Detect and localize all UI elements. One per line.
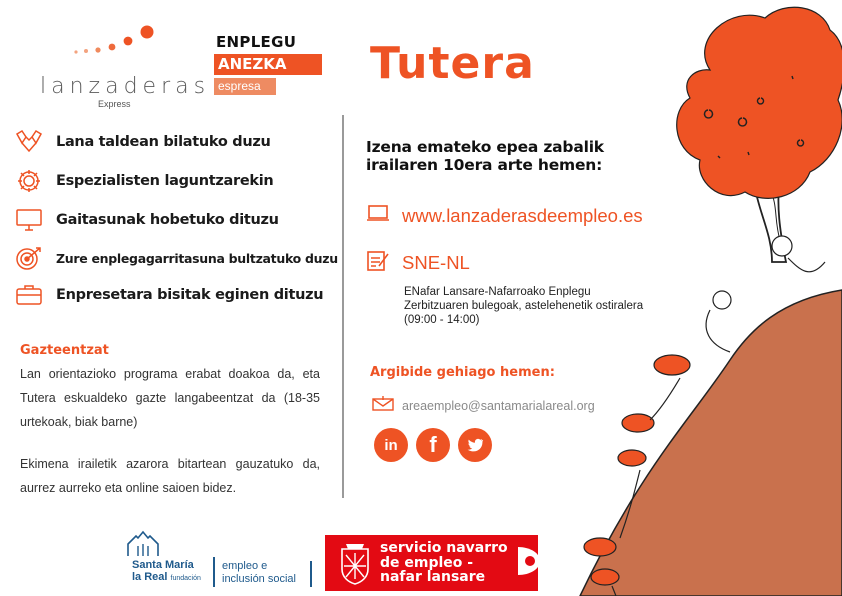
info-heading: Gazteentzat: [20, 343, 109, 358]
office-name: SNE-NL: [402, 251, 470, 273]
sne-arrow-icon: [518, 547, 542, 575]
feature-label: Enpresetara bisitak eginen dituzu: [56, 287, 324, 303]
feature-item: [14, 128, 271, 156]
office-row: [366, 248, 470, 277]
fund-divider: [310, 561, 312, 587]
page-title: Tutera: [370, 38, 535, 89]
feature-label: Gaitasunak hobetuko dituzu: [56, 212, 279, 228]
laptop-icon: [366, 203, 390, 228]
feature-label: Lana taldean bilatuko duzu: [56, 134, 271, 150]
fund-logo-icon: [126, 530, 160, 558]
fund-divider: [213, 557, 215, 587]
fund-subtitle: empleo e inclusión social: [222, 560, 296, 585]
badge-espresa: espresa: [214, 78, 276, 95]
sne-text: servicio navarro de empleo - nafar lansare: [380, 540, 508, 585]
linkedin-icon[interactable]: in: [374, 428, 408, 462]
form-icon: [366, 248, 390, 277]
twitter-icon[interactable]: [458, 428, 492, 462]
email-address[interactable]: areaempleo@santamarialareal.org: [402, 398, 595, 413]
feature-item: [14, 281, 323, 309]
registration-text: Izena emateko epea zabalik irailaren 10era arte hemen:: [366, 138, 604, 174]
logo-subtitle: Express: [98, 99, 131, 109]
teamwork-hands-icon: [14, 128, 44, 156]
column-divider: [342, 115, 344, 498]
envelope-icon: [372, 395, 394, 416]
logo-dots: [72, 22, 162, 58]
info-paragraph: Ekimena irailetik azarora bitartean gauzatuko da, aurrez aurreko eta online saioen bidez.: [20, 457, 320, 495]
target-icon: [14, 244, 44, 272]
fund-name: Santa María la Real fundación: [132, 559, 201, 583]
badge-enplegu: ENPLEGU: [216, 33, 297, 51]
office-address: ENafar Lansare-Nafarroako Enplegu Zerbitzuaren bulegoak, astelehenetik ostiralera (09:00 - 14:00): [404, 286, 644, 326]
feature-item: [14, 244, 338, 272]
feature-item: [14, 167, 273, 195]
feature-item: [14, 206, 279, 234]
briefcase-icon: [14, 281, 44, 309]
badge-anezka: ANEZKA: [214, 54, 322, 75]
monitor-icon: [14, 206, 44, 234]
gear-icon: [14, 167, 44, 195]
feature-label: Zure enplegagarritasuna bultzatuko duzu: [56, 250, 338, 266]
info-paragraph: Lan orientazioko programa erabat doakoa da, eta Tutera eskualdeko gazte langabeentzat da (18-35 urtekoak, biak barne): [20, 367, 320, 429]
feature-label: Espezialisten laguntzarekin: [56, 173, 274, 189]
tree-illustration: [560, 0, 842, 596]
more-info-heading: Argibide gehiago hemen:: [370, 365, 555, 380]
facebook-icon[interactable]: f: [416, 428, 450, 462]
website-url[interactable]: www.lanzaderasdeempleo.es: [402, 204, 643, 226]
navarra-shield-icon: [338, 541, 372, 585]
logo-wordmark: lanzaderas: [40, 74, 211, 99]
